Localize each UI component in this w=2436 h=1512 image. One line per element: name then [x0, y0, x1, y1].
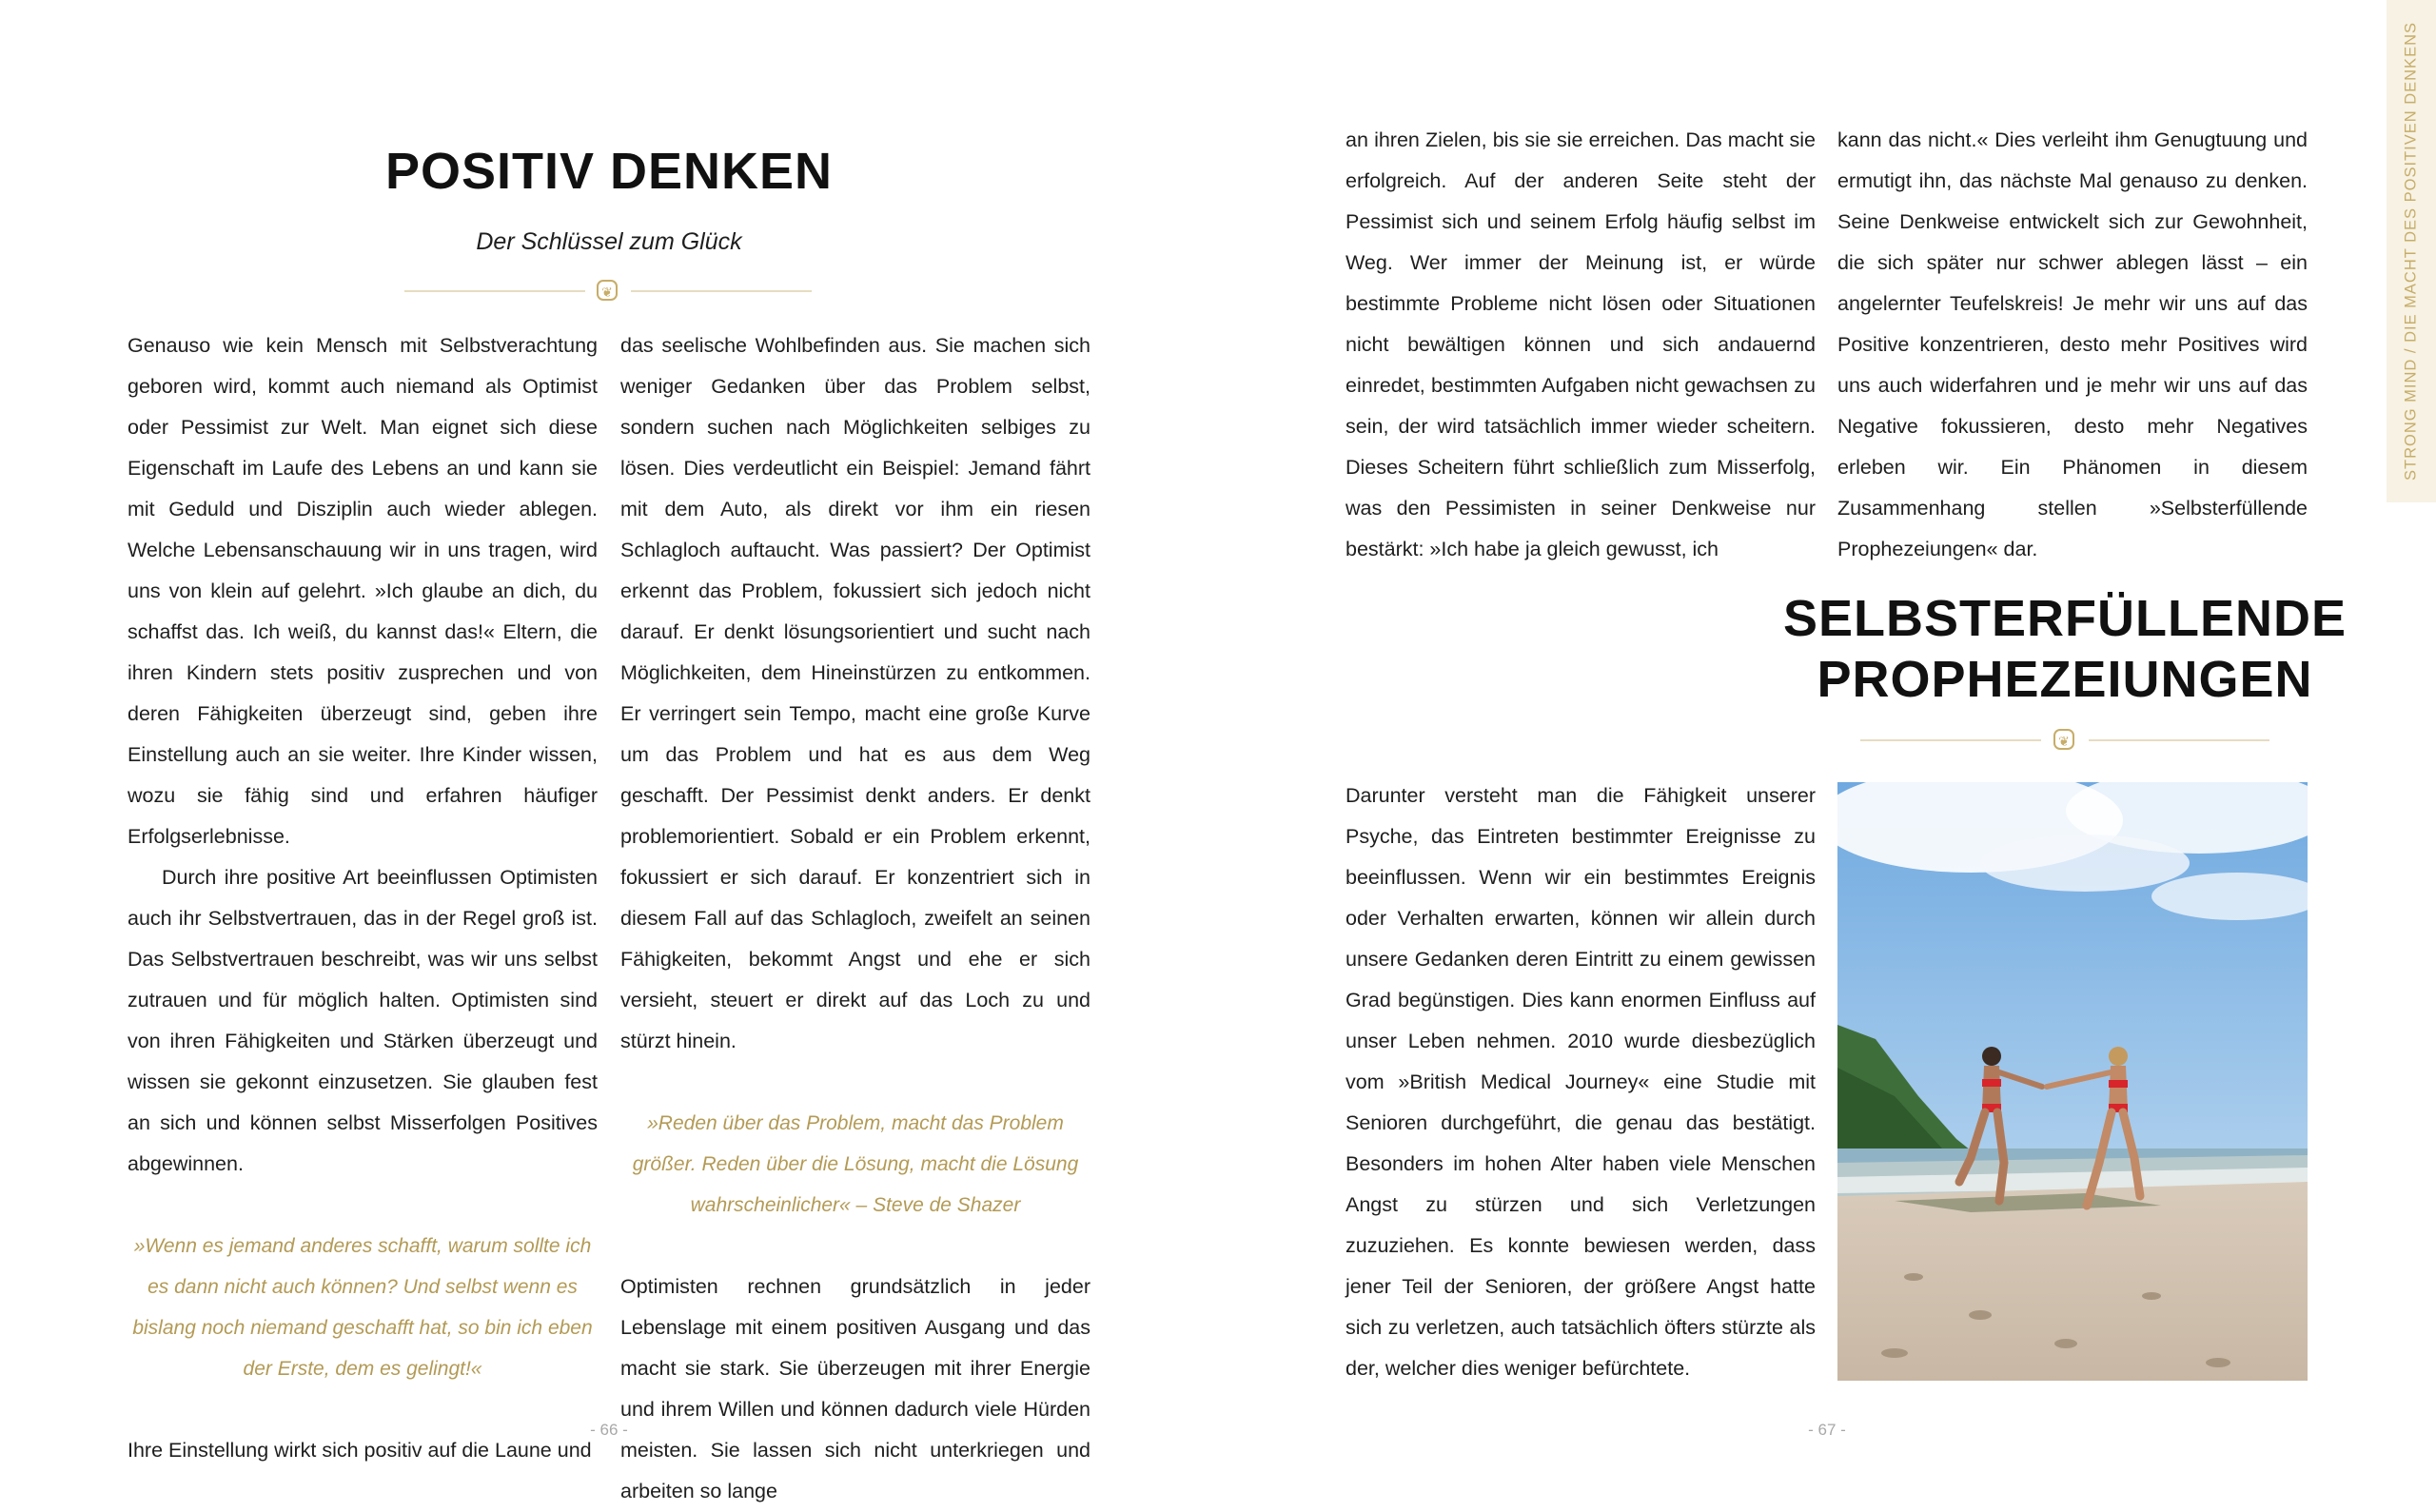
ornament-line-right — [631, 290, 812, 292]
section-ornament — [1860, 729, 2269, 752]
right-column-1-top — [1346, 120, 1816, 570]
paragraph: kann das nicht.« Dies verleiht ihm Genugtuung und ermutigt ihn, das nächste Mal genauso zu denken. Seine Denkweise entwickelt sich zur Gewohnheit, die sich später nur schwer ablegen lässt – ein angelernter Teufelskreis! Je mehr wir uns auf das Positive konzentrieren, desto mehr Positives wird uns auch widerfahren und je mehr wir uns auf das Negative fokussieren, desto mehr Negatives erleben wir. Ein Phänomen in diesem Zusammenhang stellen »Selbsterfüllende Prophezeiungen« dar. — [1837, 128, 2308, 560]
ornament-line-right — [2089, 739, 2269, 741]
page-number: - 67 - — [1808, 1421, 1846, 1439]
pull-quote: »Wenn es jemand anderes schafft, warum sollte ich es dann nicht auch können? Und selbst wenn es bislang noch niemand geschafft hat, so bin ich eben der Erste, dem es gelingt!« — [132, 1235, 593, 1380]
left-column-1 — [128, 325, 598, 1471]
title-ornament — [404, 280, 812, 303]
beach-photo — [1837, 782, 2308, 1381]
left-page — [0, 0, 1218, 1508]
ornament-line-left — [404, 290, 585, 292]
paragraph: Genauso wie kein Mensch mit Selbstverachtung geboren wird, kommt auch niemand als Optimist oder Pessimist zur Welt. Man eignet sich diese Eigenschaft im Laufe des Lebens an und kann sie mit Geduld und Disziplin auch wieder ablegen. Welche Lebensanschauung wir in uns tragen, wird uns von klein auf gelehrt. »Ich glaube an dich, du schaffst das. Ich weiß, du kannst das!« Eltern, die ihren Kindern stets positiv zusprechen und von deren Fähigkeiten überzeugt sind, geben ihre Einstellung auch an sie weiter. Ihre Kinder wissen, wozu sie fähig sind und erfahren häufiger Erfolgserlebnisse. — [128, 334, 598, 848]
left-column-2 — [620, 325, 1090, 1512]
paragraph: Durch ihre positive Art beeinflussen Optimisten auch ihr Selbstvertrauen, das in der Regel groß ist. Das Selbstvertrauen beschreibt, was wir uns selbst zutrauen und für möglich halten. Optimisten sind von ihren Fähigkeiten und Stärken überzeugt und wissen sie gekonnt einzusetzen. Sie glauben fest an sich und können selbst Misserfolgen Positives abgewinnen. — [128, 866, 598, 1175]
page-number: - 66 - — [590, 1421, 628, 1439]
leaf-ornament-icon: ❦ — [597, 280, 618, 301]
paragraph: Ihre Einstellung wirkt sich positiv auf die Laune und — [128, 1439, 592, 1462]
right-column-2-top — [1837, 120, 2308, 570]
right-page — [1218, 0, 2436, 1508]
pull-quote: »Reden über das Problem, macht das Problem größer. Reden über die Lösung, macht die Lösung wahrscheinlicher« – Steve de Shazer — [632, 1112, 1079, 1216]
chapter-side-tab — [2387, 0, 2436, 502]
chapter-side-tab-label: STRONG MIND / DIE MACHT DES POSITIVEN DENKENS — [2402, 21, 2420, 481]
leaf-ornament-icon: ❦ — [2053, 729, 2074, 750]
section-title — [1732, 588, 2398, 710]
paragraph: Optimisten rechnen grundsätzlich in jeder Lebenslage mit einem positiven Ausgang und das macht sie stark. Sie überzeugen mit ihrer Energie und ihrem Willen und können dadurch viele Hürden meisten. Sie lassen sich nicht unterkriegen und arbeiten so lange — [620, 1275, 1090, 1502]
section-title-line-1: SELBSTERFÜLLENDE — [1782, 590, 2348, 647]
ornament-line-left — [1860, 739, 2041, 741]
paragraph: das seelische Wohlbefinden aus. Sie machen sich weniger Gedanken über das Problem selbst, sondern suchen nach Möglichkeiten selbiges zu lösen. Dies verdeutlicht ein Beispiel: Jemand fährt mit dem Auto, als direkt vor ihm ein riesen Schlagloch auftaucht. Was passiert? Der Optimist erkennt das Problem, fokussiert sich jedoch nicht darauf. Er denkt lösungsorientiert und sucht nach Möglichkeiten, dem Hineinstürzen zu entkommen. Er verringert sein Tempo, macht eine große Kurve um das Problem und hat es aus dem Weg geschafft. Der Pessimist denkt anders. Er denkt problemorientiert. Sobald er ein Problem erkennt, fokussiert er sich darauf. Er konzentriert sich in diesem Fall auf das Schlagloch, zweifelt an seinen Fähigkeiten, bekommt Angst und ehe er sich versieht, steuert er direkt auf das Loch zu und stürzt hinein. — [620, 334, 1090, 1052]
right-column-1-body — [1346, 776, 1816, 1389]
paragraph: Darunter versteht man die Fähigkeit unserer Psyche, das Eintreten bestimmter Ereignisse zu beeinflussen. Wenn wir ein bestimmtes Ereignis oder Verhalten erwarten, können wir allein durch unsere Gedanken deren Eintritt zu einem gewissen Grad begünstigen. Dies kann enormen Einfluss auf unser Leben nehmen. 2010 wurde diesbezüglich vom »British Medical Journey« eine Studie mit Senioren durchgeführt, die genau das bestätigt. Besonders im hohen Alter haben viele Menschen Angst zu stürzen und sich Verletzungen zuzuziehen. Es konnte bewiesen werden, dass jener Teil der Senioren, der größere Angst hatte sich zu verletzen, auch tatsächlich öfters stürzte als der, welcher dies weniger befürchtete. — [1346, 784, 1816, 1380]
section-title-line-2: PROPHEZEIUNGEN — [1817, 651, 2313, 708]
page-title: POSITIV DENKEN — [384, 143, 834, 200]
page-subtitle: Der Schlüssel zum Glück — [476, 228, 742, 255]
paragraph: an ihren Zielen, bis sie sie erreichen. Das macht sie erfolgreich. Auf der anderen Seite steht der Pessimist sich und seinem Erfolg häufig selbst im Weg. Wer immer der Meinung ist, er würde bestimmte Probleme nicht lösen oder Situationen nicht bewältigen können und sich andauernd einredet, bestimmten Aufgaben nicht gewachsen zu sein, der wird tatsächlich immer wieder scheitern. Dieses Scheitern führt schließlich zum Misserfolg, was den Pessimisten in seiner Denkweise nur bestärkt: »Ich habe ja gleich gewusst, ich — [1346, 128, 1816, 560]
